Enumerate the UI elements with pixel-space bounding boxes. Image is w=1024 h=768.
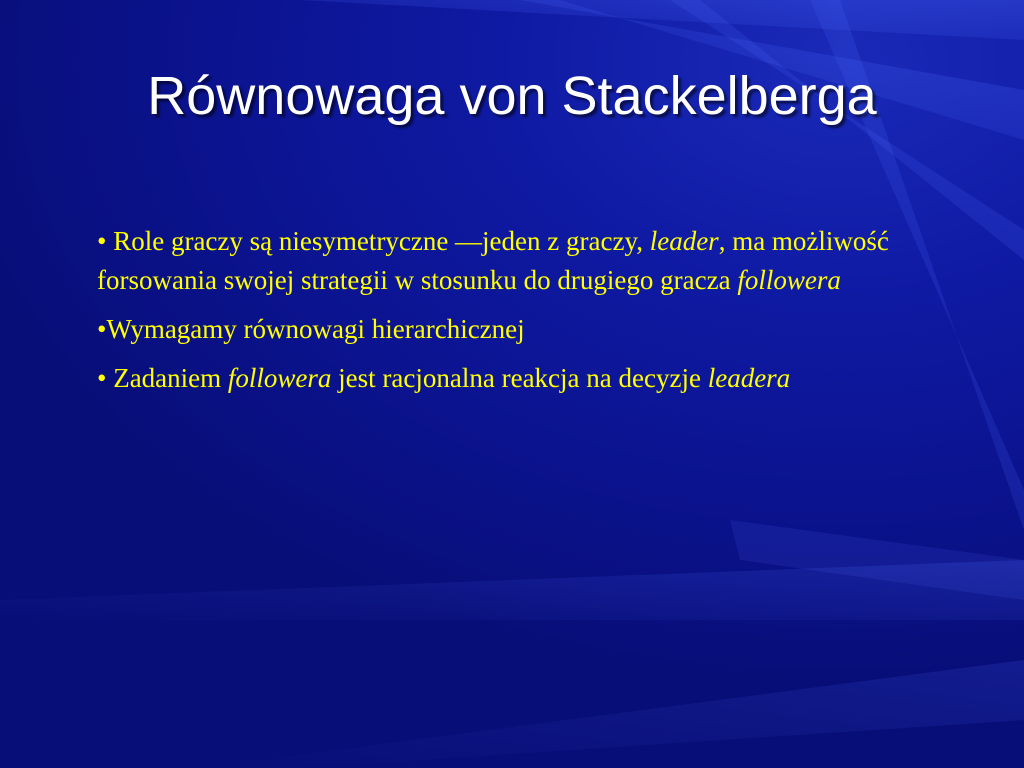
bullet-term: followera bbox=[737, 265, 841, 295]
ray bbox=[200, 660, 1024, 768]
bullet-marker: • bbox=[97, 314, 107, 344]
bullet-term: leadera bbox=[707, 363, 791, 393]
bullet-list bbox=[97, 222, 977, 408]
slide-title: Równowaga von Stackelberga bbox=[147, 66, 877, 126]
bullet-item bbox=[97, 310, 977, 349]
bullet-text: Role graczy są niesymetryczne —jeden z graczy, bbox=[106, 226, 650, 256]
bullet-term: leader bbox=[649, 226, 719, 256]
bullet-term: followera bbox=[227, 363, 332, 393]
bullet-marker: • bbox=[97, 363, 107, 393]
ray bbox=[300, 0, 1024, 40]
bullet-text: jest racjonalna reakcja na decyzje bbox=[331, 363, 708, 393]
bullet-text: Zadaniem bbox=[106, 363, 228, 393]
bullet-item bbox=[97, 222, 977, 300]
bullet-text: Wymagamy równowagi hierarchicznej bbox=[106, 314, 525, 344]
bullet-text: , ma możliwość forsowania swojej strategii w stosunku do drugiego gracza bbox=[97, 226, 889, 295]
bullet-item bbox=[97, 359, 977, 398]
bullet-marker: • bbox=[97, 226, 107, 256]
